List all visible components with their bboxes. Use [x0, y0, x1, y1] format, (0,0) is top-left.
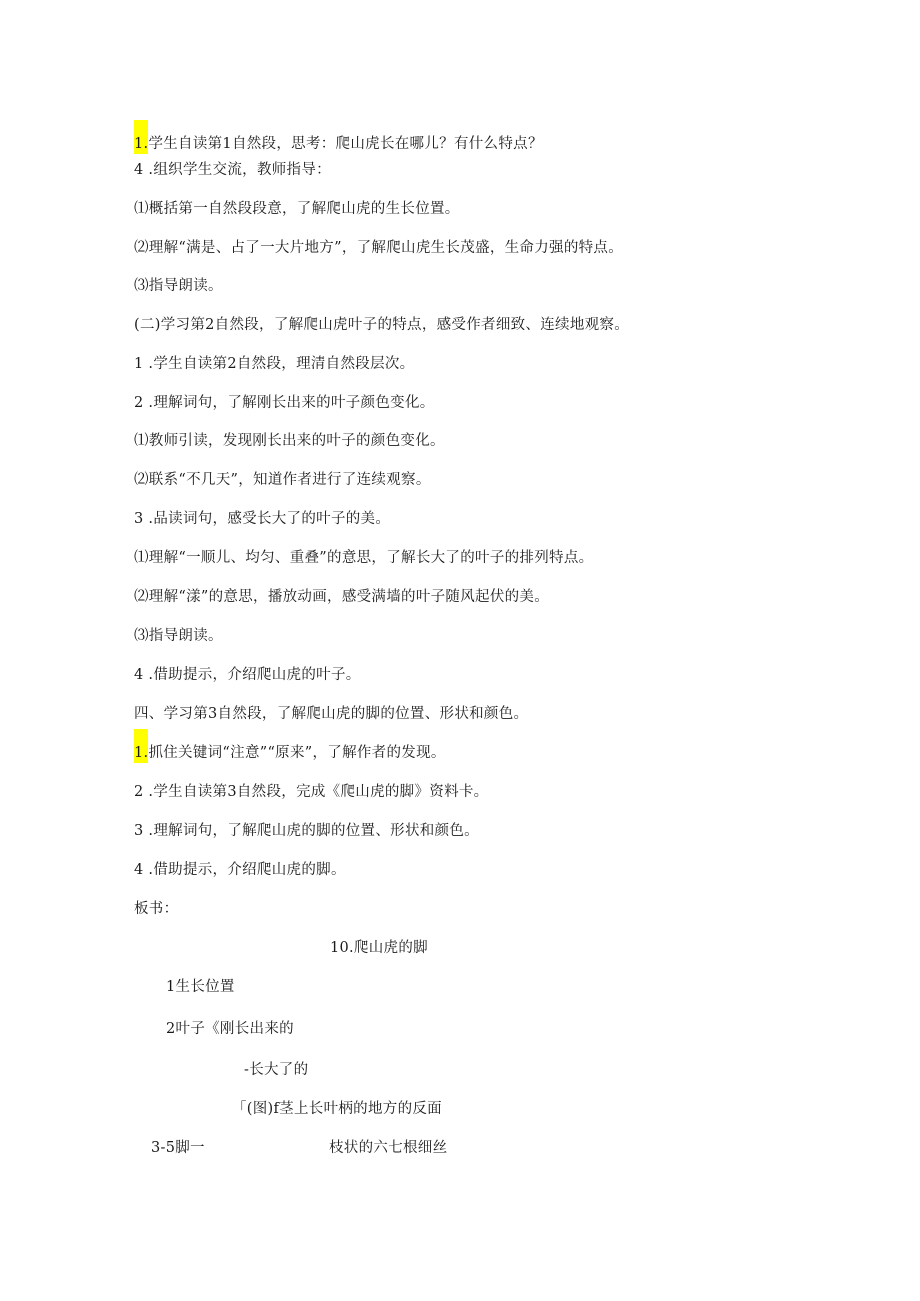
line-text: 2 .理解词句，了解刚长出来的叶子颜色变化。	[134, 395, 435, 411]
line-text: 3 .理解词句，了解爬山虎的脚的位置、形状和颜色。	[134, 823, 479, 839]
paragraph-line	[134, 821, 479, 841]
paragraph-line	[134, 587, 549, 607]
paragraph-line	[134, 743, 446, 763]
paragraph-line	[134, 860, 346, 880]
line-text: 2 .学生自读第3自然段，完成《爬山虎的脚》资料卡。	[134, 784, 489, 800]
line-text: 4 .借助提示，介绍爬山虎的叶子。	[134, 667, 361, 683]
line-text: ⑴教师引读，发现刚长出来的叶子的颜色变化。	[134, 433, 445, 449]
highlighted-number: 1.	[134, 729, 148, 763]
line-text: 抓住关键词“注意”“原来”，了解作者的发现。	[148, 745, 446, 761]
paragraph-line	[134, 782, 488, 802]
paragraph-line	[134, 160, 331, 180]
paragraph-line	[134, 199, 460, 219]
line-text: ⑵理解“漾”的意思，播放动画，感受满墙的叶子随风起伏的美。	[134, 589, 550, 605]
paragraph-line	[134, 238, 623, 258]
line-text: ⑴理解“一顺儿、均匀、重叠”的意思，了解长大了的叶子的排列特点。	[134, 550, 594, 566]
paragraph-line	[134, 276, 223, 296]
paragraph-line	[134, 354, 414, 374]
line-text: ⑶指导朗读。	[134, 278, 223, 294]
line-text: 4 .借助提示，介绍爬山虎的脚。	[134, 862, 346, 878]
paragraph-line	[134, 665, 361, 685]
line-text: 3 .品读词句，感受长大了的叶子的美。	[134, 511, 391, 527]
paragraph-line	[134, 134, 543, 154]
line-text: 学生自读第1自然段，思考：爬山虎长在哪儿？有什么特点？	[148, 136, 543, 152]
line-text: 4 .组织学生交流，教师指导：	[134, 162, 331, 178]
board-item-3-right: 枝状的六七根细丝	[329, 1140, 448, 1156]
paragraph-line	[134, 470, 431, 490]
line-text: ⑵理解“满是、占了一大片地方”，了解爬山虎生长茂盛，生命力强的特点。	[134, 240, 624, 256]
board-title: 10.爬山虎的脚	[330, 940, 428, 956]
highlighted-number: 1.	[134, 120, 148, 154]
board-item-3-top: 「(图)f茎上长叶柄的地方的反面	[232, 1101, 442, 1117]
line-text: 板书：	[134, 901, 179, 917]
paragraph-line	[134, 626, 223, 646]
board-item-2: 2叶子《刚长出来的	[166, 1021, 294, 1037]
line-text: 1 .学生自读第2自然段，理清自然段层次。	[134, 356, 415, 372]
paragraph-line	[134, 509, 390, 529]
paragraph-line	[134, 315, 629, 335]
line-text: ⑵联系“不几天”，知道作者进行了连续观察。	[134, 472, 431, 488]
paragraph-line	[134, 431, 445, 451]
board-item-3-left: 3-5脚一	[151, 1140, 205, 1156]
paragraph-line	[134, 548, 593, 568]
paragraph-line	[134, 393, 435, 413]
board-item-1: 1生长位置	[166, 979, 235, 995]
board-item-2-sub: -长大了的	[244, 1062, 309, 1078]
line-text: ⑴概括第一自然段段意，了解爬山虎的生长位置。	[134, 201, 460, 217]
line-text: (二)学习第2自然段，了解爬山虎叶子的特点，感受作者细致、连续地观察。	[134, 317, 630, 333]
line-text: ⑶指导朗读。	[134, 628, 223, 644]
line-text: 四、学习第3自然段，了解爬山虎的脚的位置、形状和颜色。	[134, 706, 529, 722]
paragraph-line	[134, 704, 528, 724]
paragraph-line	[134, 899, 178, 919]
